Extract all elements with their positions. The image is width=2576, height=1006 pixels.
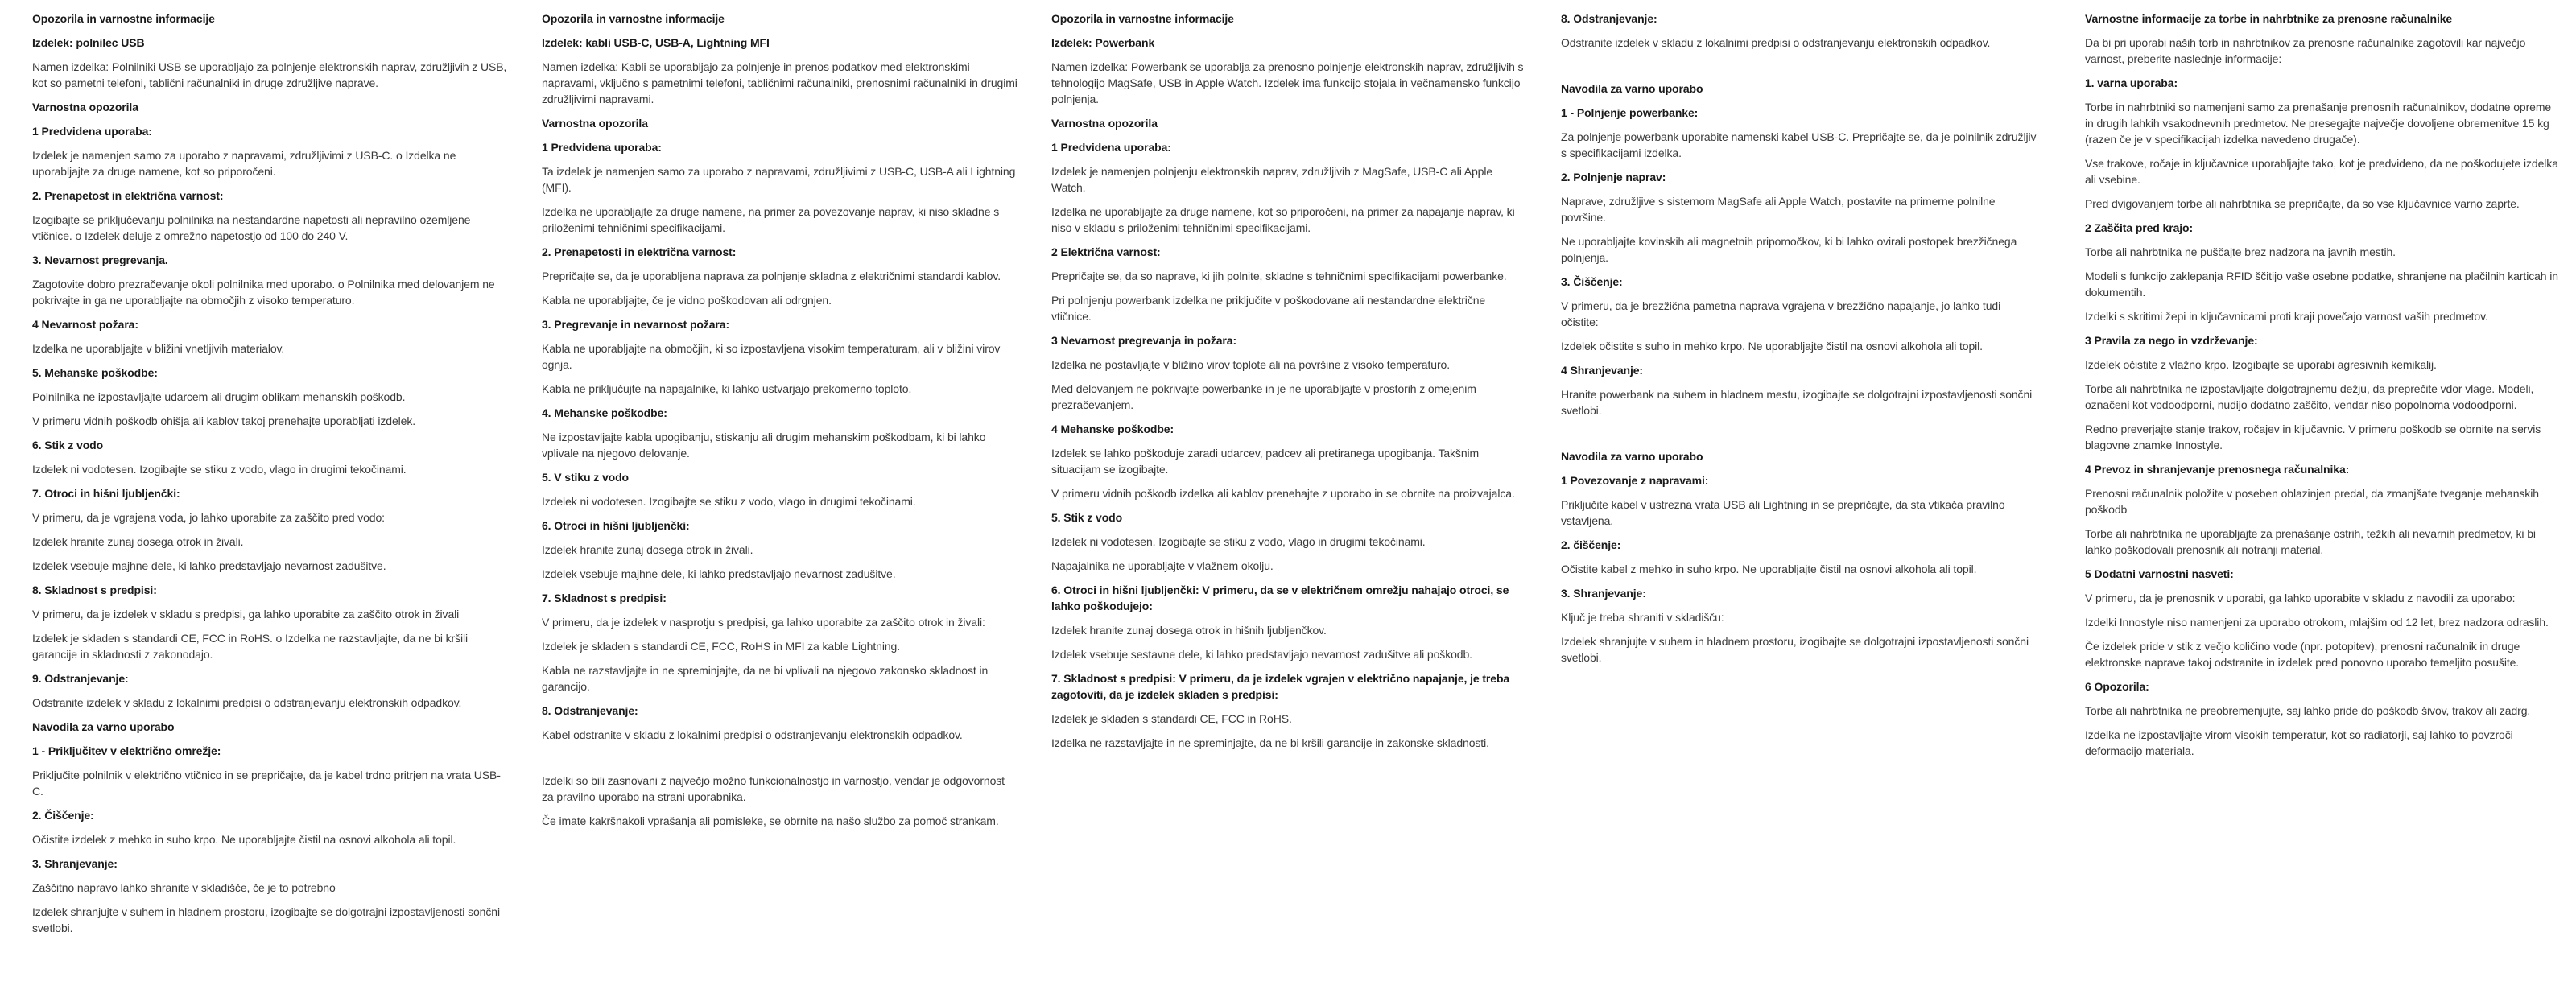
section-heading: Izdelek: Powerbank (1051, 36, 1155, 49)
paragraph: Izdelek vsebuje sestavne dele, ki lahko predstavljajo nevarnost zadušitve ali poškodb. (1051, 648, 1472, 661)
paragraph: Izdelek shranjujte v suhem in hladnem prostoru, izogibajte se dolgotrajni izpostavljenosti sončni svetlobi. (32, 905, 500, 934)
paragraph: Izdelka ne uporabljajte za druge namene, na primer za povezovanje naprav, ki niso skladne s priloženimi tehničnimi specifikacijami. (542, 205, 1000, 234)
paragraph: Modeli s funkcijo zaklepanja RFID ščitijo vaše osebne podatke, shranjene na plačilnih karticah in dokumentih. (2085, 270, 2558, 299)
section-heading: 5. Stik z vodo (1051, 511, 1123, 524)
paragraph: Naprave, združljive s sistemom MagSafe ali Apple Watch, postavite na primerne polnilne površine. (1561, 195, 1996, 224)
paragraph: Torbe ali nahrbtnika ne izpostavljajte dolgotrajnemu dežju, da preprečite vdor vlage. Modeli, označeni kot vodoodporni, nudijo dodatno zaščito, vendar niso popolnoma vodoodporni. (2085, 382, 2534, 411)
paragraph: Izdelki Innostyle niso namenjeni za uporabo otrokom, mlajšim od 12 let, brez nadzora odraslih. (2085, 616, 2549, 629)
section-heading: Varnostna opozorila (542, 117, 648, 130)
paragraph: Izdelek je namenjen polnjenju elektronskih naprav, združljivih z MagSafe, USB-C ali Apple Watch. (1051, 165, 1493, 194)
section-heading: Varnostna opozorila (32, 101, 138, 113)
section-heading: 3 Pravila za nego in vzdrževanje: (2085, 334, 2258, 347)
paragraph: V primeru, da je prenosnik v uporabi, ga lahko uporabite v skladu z navodili za uporabo: (2085, 592, 2516, 604)
paragraph: Kabla ne uporabljajte na območjih, ki so izpostavljena visokim temperaturam, ali v bližini virov ognja. (542, 342, 1001, 371)
paragraph: Med delovanjem ne pokrivajte powerbanke in je ne uporabljajte v prostorih z omejenim prezračevanjem. (1051, 382, 1476, 411)
doc-title: Opozorila in varnostne informacije (32, 12, 215, 25)
column-5 (2085, 10, 2562, 767)
section-heading: 1 - Polnjenje powerbanke: (1561, 106, 1699, 119)
paragraph: Prepričajte se, da je uporabljena naprava za polnjenje skladna z električnimi standardi kablov. (542, 270, 1001, 282)
doc-title: Opozorila in varnostne informacije (542, 12, 724, 25)
section-heading: Navodila za varno uporabo (1561, 450, 1703, 463)
paragraph: Izdelek hranite zunaj dosega otrok in hišnih ljubljenčkov. (1051, 624, 1327, 637)
paragraph: Izdelka ne uporabljajte za druge namene, kot so priporočeni, na primer za napajanje naprav, ki niso v skladu s priloženimi tehničnimi specifikacijami. (1051, 205, 1515, 234)
paragraph: Namen izdelka: Polnilniki USB se uporabljajo za polnjenje elektronskih naprav, združljivih z USB, kot so pametni telefoni, tablični računalniki in druge združljive naprave. (32, 60, 507, 89)
paragraph: Za polnjenje powerbank uporabite namenski kabel USB-C. Prepričajte se, da je polnilnik združljiv s specifikacijami izdelka. (1561, 130, 2037, 159)
paragraph: Izdelek očistite s suho in mehko krpo. Ne uporabljajte čistil na osnovi alkohola ali topil. (1561, 340, 1983, 353)
paragraph: Izdelek ni vodotesen. Izogibajte se stiku z vodo, vlago in drugimi tekočinami. (542, 495, 916, 508)
section-heading: 1 Predvidena uporaba: (542, 141, 662, 154)
paragraph: Torbe in nahrbtniki so namenjeni samo za prenašanje prenosnih računalnikov, dodatne opreme in drugih lahkih vsakodnevnih predmetov. Ne presegajte največje dovoljene obremenitve 15 kg (razen če je v specifikacijah izdelka navedeno drugače). (2085, 101, 2552, 146)
section-heading: 4. Mehanske poškodbe: (542, 406, 667, 419)
section-heading: Varnostna opozorila (1051, 117, 1158, 130)
paragraph: Zaščitno napravo lahko shranite v skladišče, če je to potrebno (32, 881, 336, 894)
section-heading: 2 Zaščita pred krajo: (2085, 221, 2194, 234)
section-heading: 4 Shranjevanje: (1561, 364, 1643, 377)
section-gap (1561, 427, 2037, 448)
section-heading: 2. Čiščenje: (32, 809, 94, 822)
section-heading: 6. Stik z vodo (32, 439, 104, 451)
section-heading: 1 - Priključitev v električno omrežje: (32, 744, 221, 757)
section-heading: 2. čiščenje: (1561, 538, 1621, 551)
paragraph: Ključ je treba shraniti v skladišču: (1561, 611, 1724, 624)
paragraph: V primeru, da je brezžična pametna naprava vgrajena v brezžično napajanje, jo lahko tudi očistite: (1561, 299, 2001, 328)
doc-title: Varnostne informacije za torbe in nahrbtnike za prenosne računalnike (2085, 12, 2453, 25)
section-heading: 8. Skladnost s predpisi: (32, 583, 157, 596)
paragraph: Očistite kabel z mehko in suho krpo. Ne uporabljajte čistil na osnovi alkohola ali topil. (1561, 563, 1977, 575)
paragraph: Polnilnika ne izpostavljajte udarcem ali drugim oblikam mehanskih poškodb. (32, 390, 406, 403)
paragraph: Izdelek je skladen s standardi CE, FCC in RoHS. (1051, 712, 1292, 725)
section-heading: 5. Mehanske poškodbe: (32, 366, 158, 379)
section-heading: 1 Predvidena uporaba: (1051, 141, 1171, 154)
section-heading: Izdelek: kabli USB-C, USB-A, Lightning MFI (542, 36, 770, 49)
paragraph: Ne izpostavljajte kabla upogibanju, stiskanju ali drugim mehanskim poškodbam, ki bi lahko vplivale na njegovo delovanje. (542, 431, 986, 460)
paragraph: Prenosni računalnik položite v poseben oblazinjen predal, da zmanjšate tveganje mehanskih poškodb (2085, 487, 2539, 516)
paragraph: Torbe ali nahrbtnika ne uporabljajte za prenašanje ostrih, težkih ali nevarnih predmetov, ki bi lahko poškodovali prenosnik ali notranji material. (2085, 527, 2536, 556)
section-heading: 2. Prenapetosti in električna varnost: (542, 245, 737, 258)
paragraph: Izdelek je skladen s standardi CE, FCC in RoHS. o Izdelka ne razstavljajte, da ne bi kršili garancije in skladnosti z zakonodajo. (32, 632, 469, 661)
section-heading: Navodila za varno uporabo (1561, 82, 1703, 95)
paragraph: Vse trakove, ročaje in ključavnice uporabljajte tako, kot je predvideno, da ne poškodujete izdelka ali vsebine. (2085, 157, 2558, 186)
section-heading: 7. Otroci in hišni ljubljenčki: (32, 487, 180, 500)
section-heading: Navodila za varno uporabo (32, 720, 175, 733)
paragraph: Odstranite izdelek v skladu z lokalnimi predpisi o odstranjevanju elektronskih odpadkov. (1561, 36, 1991, 49)
paragraph: Da bi pri uporabi naših torb in nahrbtnikov za prenosne računalnike zagotovili kar največjo varnost, preberite naslednje informacije: (2085, 36, 2526, 65)
paragraph: Prepričajte se, da so naprave, ki jih polnite, skladne s tehničnimi specifikacijami powerbanke. (1051, 270, 1507, 282)
paragraph: Kabla ne razstavljajte in ne spreminjajte, da ne bi vplivali na njegovo zakonsko skladnost in garancijo. (542, 664, 989, 693)
section-heading: 4 Mehanske poškodbe: (1051, 423, 1174, 435)
paragraph: V primeru vidnih poškodb izdelka ali kablov prenehajte z uporabo in se obrnite na proizvajalca. (1051, 487, 1515, 500)
section-heading: 5 Dodatni varnostni nasveti: (2085, 567, 2234, 580)
paragraph: Hranite powerbank na suhem in hladnem mestu, izogibajte se dolgotrajni izpostavljenosti sončni svetlobi. (1561, 388, 2033, 417)
paragraph: Izdelek ni vodotesen. Izogibajte se stiku z vodo, vlago in drugimi tekočinami. (32, 463, 407, 476)
doc-title: Opozorila in varnostne informacije (1051, 12, 1234, 25)
section-heading: 6. Otroci in hišni ljubljenčki: (542, 519, 690, 532)
paragraph: V primeru, da je izdelek v skladu s predpisi, ga lahko uporabite za zaščito otrok in živali (32, 608, 460, 621)
section-heading: 3. Nevarnost pregrevanja. (32, 254, 168, 266)
section-heading: 7. Skladnost s predpisi: (542, 592, 667, 604)
paragraph: Pred dvigovanjem torbe ali nahrbtnika se prepričajte, da so vse ključavnice varno zaprte. (2085, 197, 2520, 210)
section-heading: 2 Električna varnost: (1051, 245, 1161, 258)
section-heading: 5. V stiku z vodo (542, 471, 629, 484)
paragraph: Izdelek je namenjen samo za uporabo z napravami, združljivimi z USB-C. o Izdelka ne uporabljajte za druge namene, kot so priporočeni. (32, 149, 456, 178)
section-heading: 9. Odstranjevanje: (32, 672, 129, 685)
paragraph: Namen izdelka: Powerbank se uporablja za prenosno polnjenje elektronskih naprav, združljivih s tehnologijo MagSafe, USB in Apple Watch. Izdelek ima funkcijo stojala in večnamensko funkcijo polnjenja. (1051, 60, 1524, 105)
section-gap (1561, 59, 2037, 80)
paragraph: Izdelek se lahko poškoduje zaradi udarcev, padcev ali pretiranega upogibanja. Takšnim situacijam se izogibajte. (1051, 447, 1480, 476)
paragraph: Izdelek vsebuje majhne dele, ki lahko predstavljajo nevarnost zadušitve. (542, 567, 896, 580)
section-heading: 3. Shranjevanje: (1561, 587, 1646, 600)
section-heading: 3. Pregrevanje in nevarnost požara: (542, 318, 730, 331)
paragraph: V primeru vidnih poškodb ohišja ali kablov takoj prenehajte uporabljati izdelek. (32, 414, 416, 427)
section-heading: 7. Skladnost s predpisi: V primeru, da je izdelek vgrajen v električno napajanje, je treba zagotoviti, da je izdelek skladen s predpisi: (1051, 672, 1510, 701)
paragraph: V primeru, da je vgrajena voda, jo lahko uporabite za zaščito pred vodo: (32, 511, 385, 524)
paragraph: Izdelek očistite z vlažno krpo. Izogibajte se uporabi agresivnih kemikalij. (2085, 358, 2437, 371)
paragraph: Izogibajte se priključevanju polnilnika na nestandardne napetosti ali nepravilno ozemljene vtičnice. o Izdelek deluje z omrežno napetostjo od 100 do 240 V. (32, 213, 471, 242)
paragraph: Če imate kakršnakoli vprašanja ali pomisleke, se obrnite na našo službo za pomoč strankam. (542, 814, 999, 827)
paragraph: Priključite polnilnik v električno vtičnico in se prepričajte, da je kabel trdno pritrjen na vrata USB-C. (32, 769, 501, 798)
paragraph: Kabel odstranite v skladu z lokalnimi predpisi o odstranjevanju elektronskih odpadkov. (542, 728, 963, 741)
paragraph: Izdelek vsebuje majhne dele, ki lahko predstavljajo nevarnost zadušitve. (32, 559, 386, 572)
paragraph: Zagotovite dobro prezračevanje okoli polnilnika med uporabo. o Polnilnika med delovanjem ne pokrivajte in ga ne uporabljajte na območjih z visoko temperaturo. (32, 278, 495, 307)
section-heading: 1 Povezovanje z napravami: (1561, 474, 1709, 487)
paragraph: Izdelek je skladen s standardi CE, FCC, RoHS in MFI za kable Lightning. (542, 640, 900, 653)
section-heading: 3. Shranjevanje: (32, 857, 118, 870)
paragraph: Izdelka ne izpostavljajte virom visokih temperatur, kot so radiatorji, saj lahko to povzroči deformacijo materiala. (2085, 728, 2513, 757)
paragraph: Če izdelek pride v stik z večjo količino vode (npr. potopitev), prenosni računalnik in druge elektronske naprave takoj odstranite in izdelek pred ponovno uporabo temeljito posušite. (2085, 640, 2520, 669)
paragraph: Izdelek shranjujte v suhem in hladnem prostoru, izogibajte se dolgotrajni izpostavljenosti sončni svetlobi. (1561, 635, 2029, 664)
section-heading: 4 Prevoz in shranjevanje prenosnega računalnika: (2085, 463, 2350, 476)
section-heading: 2. Polnjenje naprav: (1561, 171, 1666, 183)
paragraph: Kabla ne uporabljajte, če je vidno poškodovan ali odrgnjen. (542, 294, 832, 307)
paragraph: V primeru, da je izdelek v nasprotju s predpisi, ga lahko uporabite za zaščito otrok in živali: (542, 616, 985, 629)
paragraph: Izdelka ne uporabljajte v bližini vnetljivih materialov. (32, 342, 285, 355)
paragraph: Pri polnjenju powerbank izdelka ne priključite v poškodovane ali nestandardne električne vtičnice. (1051, 294, 1486, 323)
paragraph: Izdelka ne postavljajte v bližino virov toplote ali na površine z visoko temperaturo. (1051, 358, 1450, 371)
section-heading: 1 Predvidena uporaba: (32, 125, 152, 138)
paragraph: Izdelek hranite zunaj dosega otrok in živali. (32, 535, 244, 548)
paragraph: Redno preverjajte stanje trakov, ročajev in ključavnic. V primeru poškodb se obrnite na servis blagovne znamke Innostyle. (2085, 423, 2541, 451)
section-heading: 3 Nevarnost pregrevanja in požara: (1051, 334, 1237, 347)
paragraph: Torbe ali nahrbtnika ne preobremenjujte, saj lahko pride do poškodb šivov, trakov ali zadrg. (2085, 704, 2531, 717)
column-3 (1051, 10, 1528, 759)
section-heading: 8. Odstranjevanje: (542, 704, 638, 717)
paragraph: Torbe ali nahrbtnika ne puščajte brez nadzora na javnih mestih. (2085, 245, 2396, 258)
paragraph: Kabla ne priključujte na napajalnike, ki lahko ustvarjajo prekomerno toploto. (542, 382, 912, 395)
paragraph: Izdelki so bili zasnovani z največjo možno funkcionalnostjo in varnostjo, vendar je odgovornost za pravilno uporabo na strani uporabnika. (542, 774, 1005, 803)
paragraph: Priključite kabel v ustrezna vrata USB ali Lightning in se prepričajte, da sta vtikača pravilno vstavljena. (1561, 498, 2005, 527)
paragraph: Izdelek ni vodotesen. Izogibajte se stiku z vodo, vlago in drugimi tekočinami. (1051, 535, 1426, 548)
column-2 (542, 10, 1018, 837)
section-heading: 1. varna uporaba: (2085, 76, 2178, 89)
paragraph: Napajalnika ne uporabljajte v vlažnem okolju. (1051, 559, 1274, 572)
paragraph: Namen izdelka: Kabli se uporabljajo za polnjenje in prenos podatkov med elektronskimi napravami, vključno s pametnimi telefoni, tabličnimi računalniki, prenosnimi računalniki in drugimi združljivimi napravami. (542, 60, 1018, 105)
section-gap (542, 751, 1018, 773)
paragraph: Izdelek hranite zunaj dosega otrok in živali. (542, 543, 753, 556)
paragraph: Izdelki s skritimi žepi in ključavnicami proti kraji povečajo varnost vaših predmetov. (2085, 310, 2488, 323)
paragraph: Odstranite izdelek v skladu z lokalnimi predpisi o odstranjevanju elektronskih odpadkov. (32, 696, 462, 709)
section-heading: 6. Otroci in hišni ljubljenčki: V primeru, da se v električnem omrežju nahajajo otroci, se lahko poškodujejo: (1051, 583, 1509, 612)
paragraph: Ta izdelek je namenjen samo za uporabo z napravami, združljivimi z USB-C, USB-A ali Lightning (MFI). (542, 165, 1016, 194)
section-heading: 6 Opozorila: (2085, 680, 2149, 693)
paragraph: Ne uporabljajte kovinskih ali magnetnih pripomočkov, ki bi lahko ovirali postopek brezžičnega polnjenja. (1561, 235, 2017, 264)
section-heading: 2. Prenapetost in električna varnost: (32, 189, 224, 202)
section-heading: 4 Nevarnost požara: (32, 318, 138, 331)
column-4 (1561, 10, 2037, 674)
paragraph: Izdelka ne razstavljajte in ne spreminjajte, da ne bi kršili garancije in zakonske skladnosti. (1051, 736, 1489, 749)
section-heading: 8. Odstranjevanje: (1561, 12, 1657, 25)
section-heading: 3. Čiščenje: (1561, 275, 1623, 288)
paragraph: Očistite izdelek z mehko in suho krpo. Ne uporabljajte čistil na osnovi alkohola ali topil. (32, 833, 456, 846)
section-heading: Izdelek: polnilec USB (32, 36, 145, 49)
column-1 (32, 10, 509, 944)
